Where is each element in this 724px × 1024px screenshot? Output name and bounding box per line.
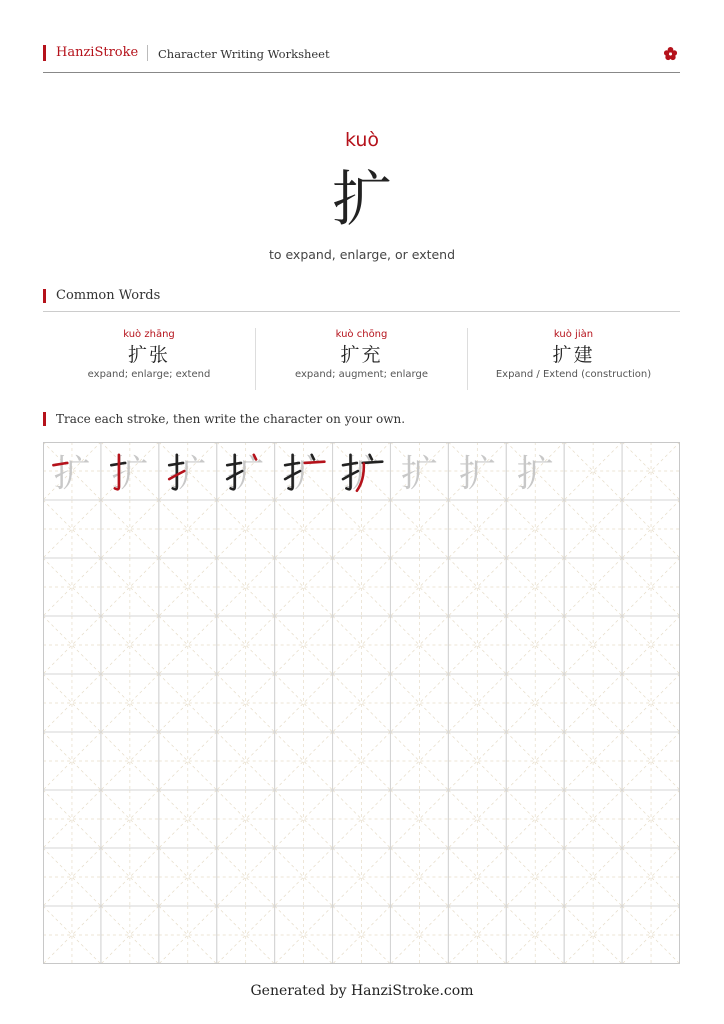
common-words-heading bbox=[43, 288, 680, 312]
practice-cell[interactable] bbox=[506, 848, 564, 906]
practice-cell[interactable] bbox=[390, 790, 448, 848]
practice-cell[interactable] bbox=[101, 558, 159, 616]
practice-cell[interactable] bbox=[564, 848, 622, 906]
practice-cell[interactable] bbox=[333, 442, 391, 500]
practice-cell[interactable] bbox=[217, 732, 275, 790]
practice-cell[interactable] bbox=[159, 500, 217, 558]
practice-cell[interactable] bbox=[101, 442, 159, 500]
practice-cell[interactable] bbox=[333, 558, 391, 616]
main-character: 扩 bbox=[332, 165, 392, 235]
word-meaning: expand; enlarge; extend bbox=[87, 369, 211, 380]
practice-cell[interactable] bbox=[506, 732, 564, 790]
practice-cell[interactable] bbox=[506, 500, 564, 558]
practice-cell[interactable] bbox=[390, 500, 448, 558]
practice-cell[interactable] bbox=[333, 906, 391, 964]
character-pinyin: kuò bbox=[344, 129, 380, 151]
word-hanzi: 扩充 bbox=[340, 344, 383, 366]
practice-cell[interactable] bbox=[43, 674, 101, 732]
practice-cell[interactable] bbox=[622, 732, 680, 790]
practice-cell[interactable] bbox=[159, 790, 217, 848]
practice-cell[interactable] bbox=[506, 558, 564, 616]
trace-character: 扩 bbox=[516, 452, 554, 496]
practice-cell[interactable] bbox=[217, 442, 275, 500]
practice-cell[interactable] bbox=[564, 790, 622, 848]
stroke-step bbox=[305, 462, 325, 463]
practice-cell[interactable] bbox=[506, 790, 564, 848]
section-accent-bar bbox=[43, 412, 46, 426]
practice-cell[interactable] bbox=[275, 906, 333, 964]
practice-cell[interactable] bbox=[506, 674, 564, 732]
practice-cell[interactable] bbox=[564, 674, 622, 732]
word-meaning: expand; augment; enlarge bbox=[295, 369, 428, 380]
practice-cell[interactable] bbox=[217, 790, 275, 848]
practice-cell[interactable] bbox=[564, 500, 622, 558]
practice-cell[interactable] bbox=[390, 674, 448, 732]
practice-cell[interactable] bbox=[159, 848, 217, 906]
trace-character: 扩 bbox=[53, 452, 91, 496]
word-card bbox=[43, 328, 255, 390]
practice-cell[interactable] bbox=[333, 790, 391, 848]
trace-character: 扩 bbox=[227, 452, 265, 496]
practice-cell[interactable] bbox=[101, 732, 159, 790]
practice-cell[interactable] bbox=[43, 500, 101, 558]
word-pinyin: kuò zhāng bbox=[123, 329, 175, 340]
word-card bbox=[467, 328, 679, 390]
brand-accent-bar bbox=[43, 45, 46, 61]
word-hanzi: 扩建 bbox=[552, 344, 595, 366]
brand-name[interactable]: HanziStroke bbox=[56, 45, 139, 60]
practice-cell[interactable] bbox=[333, 848, 391, 906]
stroke-step bbox=[363, 462, 383, 463]
practice-cell[interactable] bbox=[622, 616, 680, 674]
trace-character: 扩 bbox=[285, 452, 323, 496]
common-words-list bbox=[43, 328, 680, 390]
practice-cell[interactable] bbox=[43, 558, 101, 616]
practice-cell[interactable] bbox=[448, 790, 506, 848]
trace-character: 扩 bbox=[400, 452, 438, 496]
practice-cell[interactable] bbox=[101, 500, 159, 558]
practice-cell[interactable] bbox=[448, 674, 506, 732]
practice-cell[interactable] bbox=[43, 616, 101, 674]
trace-character: 扩 bbox=[343, 452, 380, 496]
practice-cell[interactable] bbox=[159, 674, 217, 732]
practice-cell[interactable] bbox=[448, 442, 506, 500]
practice-cell[interactable] bbox=[506, 616, 564, 674]
practice-cell[interactable] bbox=[43, 732, 101, 790]
header-divider bbox=[147, 45, 148, 61]
practice-cell[interactable] bbox=[333, 674, 391, 732]
practice-cell[interactable] bbox=[448, 848, 506, 906]
practice-cell[interactable] bbox=[217, 674, 275, 732]
practice-cell[interactable] bbox=[159, 558, 217, 616]
word-pinyin: kuò chōng bbox=[335, 329, 388, 340]
character-meaning: to expand, enlarge, or extend bbox=[268, 247, 456, 262]
footer-credit: Generated by HanziStroke.com bbox=[250, 983, 474, 999]
practice-cell[interactable] bbox=[448, 500, 506, 558]
practice-cell[interactable] bbox=[275, 616, 333, 674]
practice-cell[interactable] bbox=[101, 790, 159, 848]
practice-cell[interactable] bbox=[101, 674, 159, 732]
practice-cell[interactable] bbox=[448, 558, 506, 616]
practice-cell[interactable] bbox=[217, 558, 275, 616]
practice-cell[interactable] bbox=[622, 674, 680, 732]
word-hanzi: 扩张 bbox=[127, 344, 170, 366]
practice-cell[interactable] bbox=[390, 848, 448, 906]
practice-cell[interactable] bbox=[275, 848, 333, 906]
practice-cell[interactable] bbox=[622, 558, 680, 616]
practice-cell[interactable] bbox=[101, 616, 159, 674]
practice-cell[interactable] bbox=[43, 790, 101, 848]
practice-cell[interactable] bbox=[390, 906, 448, 964]
practice-cell[interactable] bbox=[448, 732, 506, 790]
flower-icon bbox=[663, 46, 678, 61]
practice-grid[interactable] bbox=[43, 442, 680, 964]
practice-cell[interactable] bbox=[43, 906, 101, 964]
practice-cell[interactable] bbox=[217, 906, 275, 964]
practice-cell[interactable] bbox=[159, 616, 217, 674]
word-card bbox=[255, 328, 467, 390]
worksheet-subtitle: Character Writing Worksheet bbox=[158, 47, 330, 61]
practice-cell[interactable] bbox=[448, 616, 506, 674]
practice-cell[interactable] bbox=[390, 442, 448, 500]
practice-cell[interactable] bbox=[390, 616, 448, 674]
practice-cell[interactable] bbox=[333, 732, 391, 790]
practice-cell[interactable] bbox=[506, 442, 564, 500]
section-accent-bar bbox=[43, 289, 46, 303]
practice-cell[interactable] bbox=[622, 442, 680, 500]
practice-cell[interactable] bbox=[217, 616, 275, 674]
practice-cell[interactable] bbox=[43, 442, 101, 500]
practice-cell[interactable] bbox=[275, 790, 333, 848]
word-pinyin: kuò jiàn bbox=[553, 329, 594, 340]
practice-cell[interactable] bbox=[101, 848, 159, 906]
practice-cell[interactable] bbox=[448, 906, 506, 964]
practice-cell[interactable] bbox=[390, 732, 448, 790]
practice-cell[interactable] bbox=[159, 732, 217, 790]
practice-cell[interactable] bbox=[217, 848, 275, 906]
practice-cell[interactable] bbox=[622, 500, 680, 558]
practice-cell[interactable] bbox=[101, 906, 159, 964]
practice-heading bbox=[43, 411, 680, 427]
practice-cell[interactable] bbox=[622, 790, 680, 848]
practice-cell[interactable] bbox=[506, 906, 564, 964]
word-meaning: Expand / Extend (construction) bbox=[495, 369, 652, 380]
practice-cell[interactable] bbox=[564, 616, 622, 674]
practice-cell[interactable] bbox=[275, 442, 333, 500]
practice-cell[interactable] bbox=[564, 906, 622, 964]
practice-cell[interactable] bbox=[622, 906, 680, 964]
practice-cell[interactable] bbox=[275, 500, 333, 558]
practice-cell[interactable] bbox=[564, 558, 622, 616]
trace-character: 扩 bbox=[111, 452, 149, 496]
practice-cell[interactable] bbox=[564, 732, 622, 790]
practice-cell[interactable] bbox=[622, 848, 680, 906]
worksheet-header bbox=[43, 43, 680, 73]
practice-cell[interactable] bbox=[217, 500, 275, 558]
practice-cell[interactable] bbox=[43, 848, 101, 906]
practice-cell[interactable] bbox=[564, 442, 622, 500]
practice-cell[interactable] bbox=[333, 616, 391, 674]
trace-character: 扩 bbox=[169, 452, 207, 496]
practice-cell[interactable] bbox=[275, 674, 333, 732]
practice-cell[interactable] bbox=[333, 500, 391, 558]
trace-character: 扩 bbox=[458, 452, 496, 496]
practice-instruction: Trace each stroke, then write the character on your own. bbox=[56, 412, 406, 426]
practice-cell[interactable] bbox=[275, 732, 333, 790]
practice-cell[interactable] bbox=[275, 558, 333, 616]
practice-cell[interactable] bbox=[159, 442, 217, 500]
practice-cell[interactable] bbox=[159, 906, 217, 964]
practice-cell[interactable] bbox=[390, 558, 448, 616]
common-words-title: Common Words bbox=[56, 288, 161, 303]
